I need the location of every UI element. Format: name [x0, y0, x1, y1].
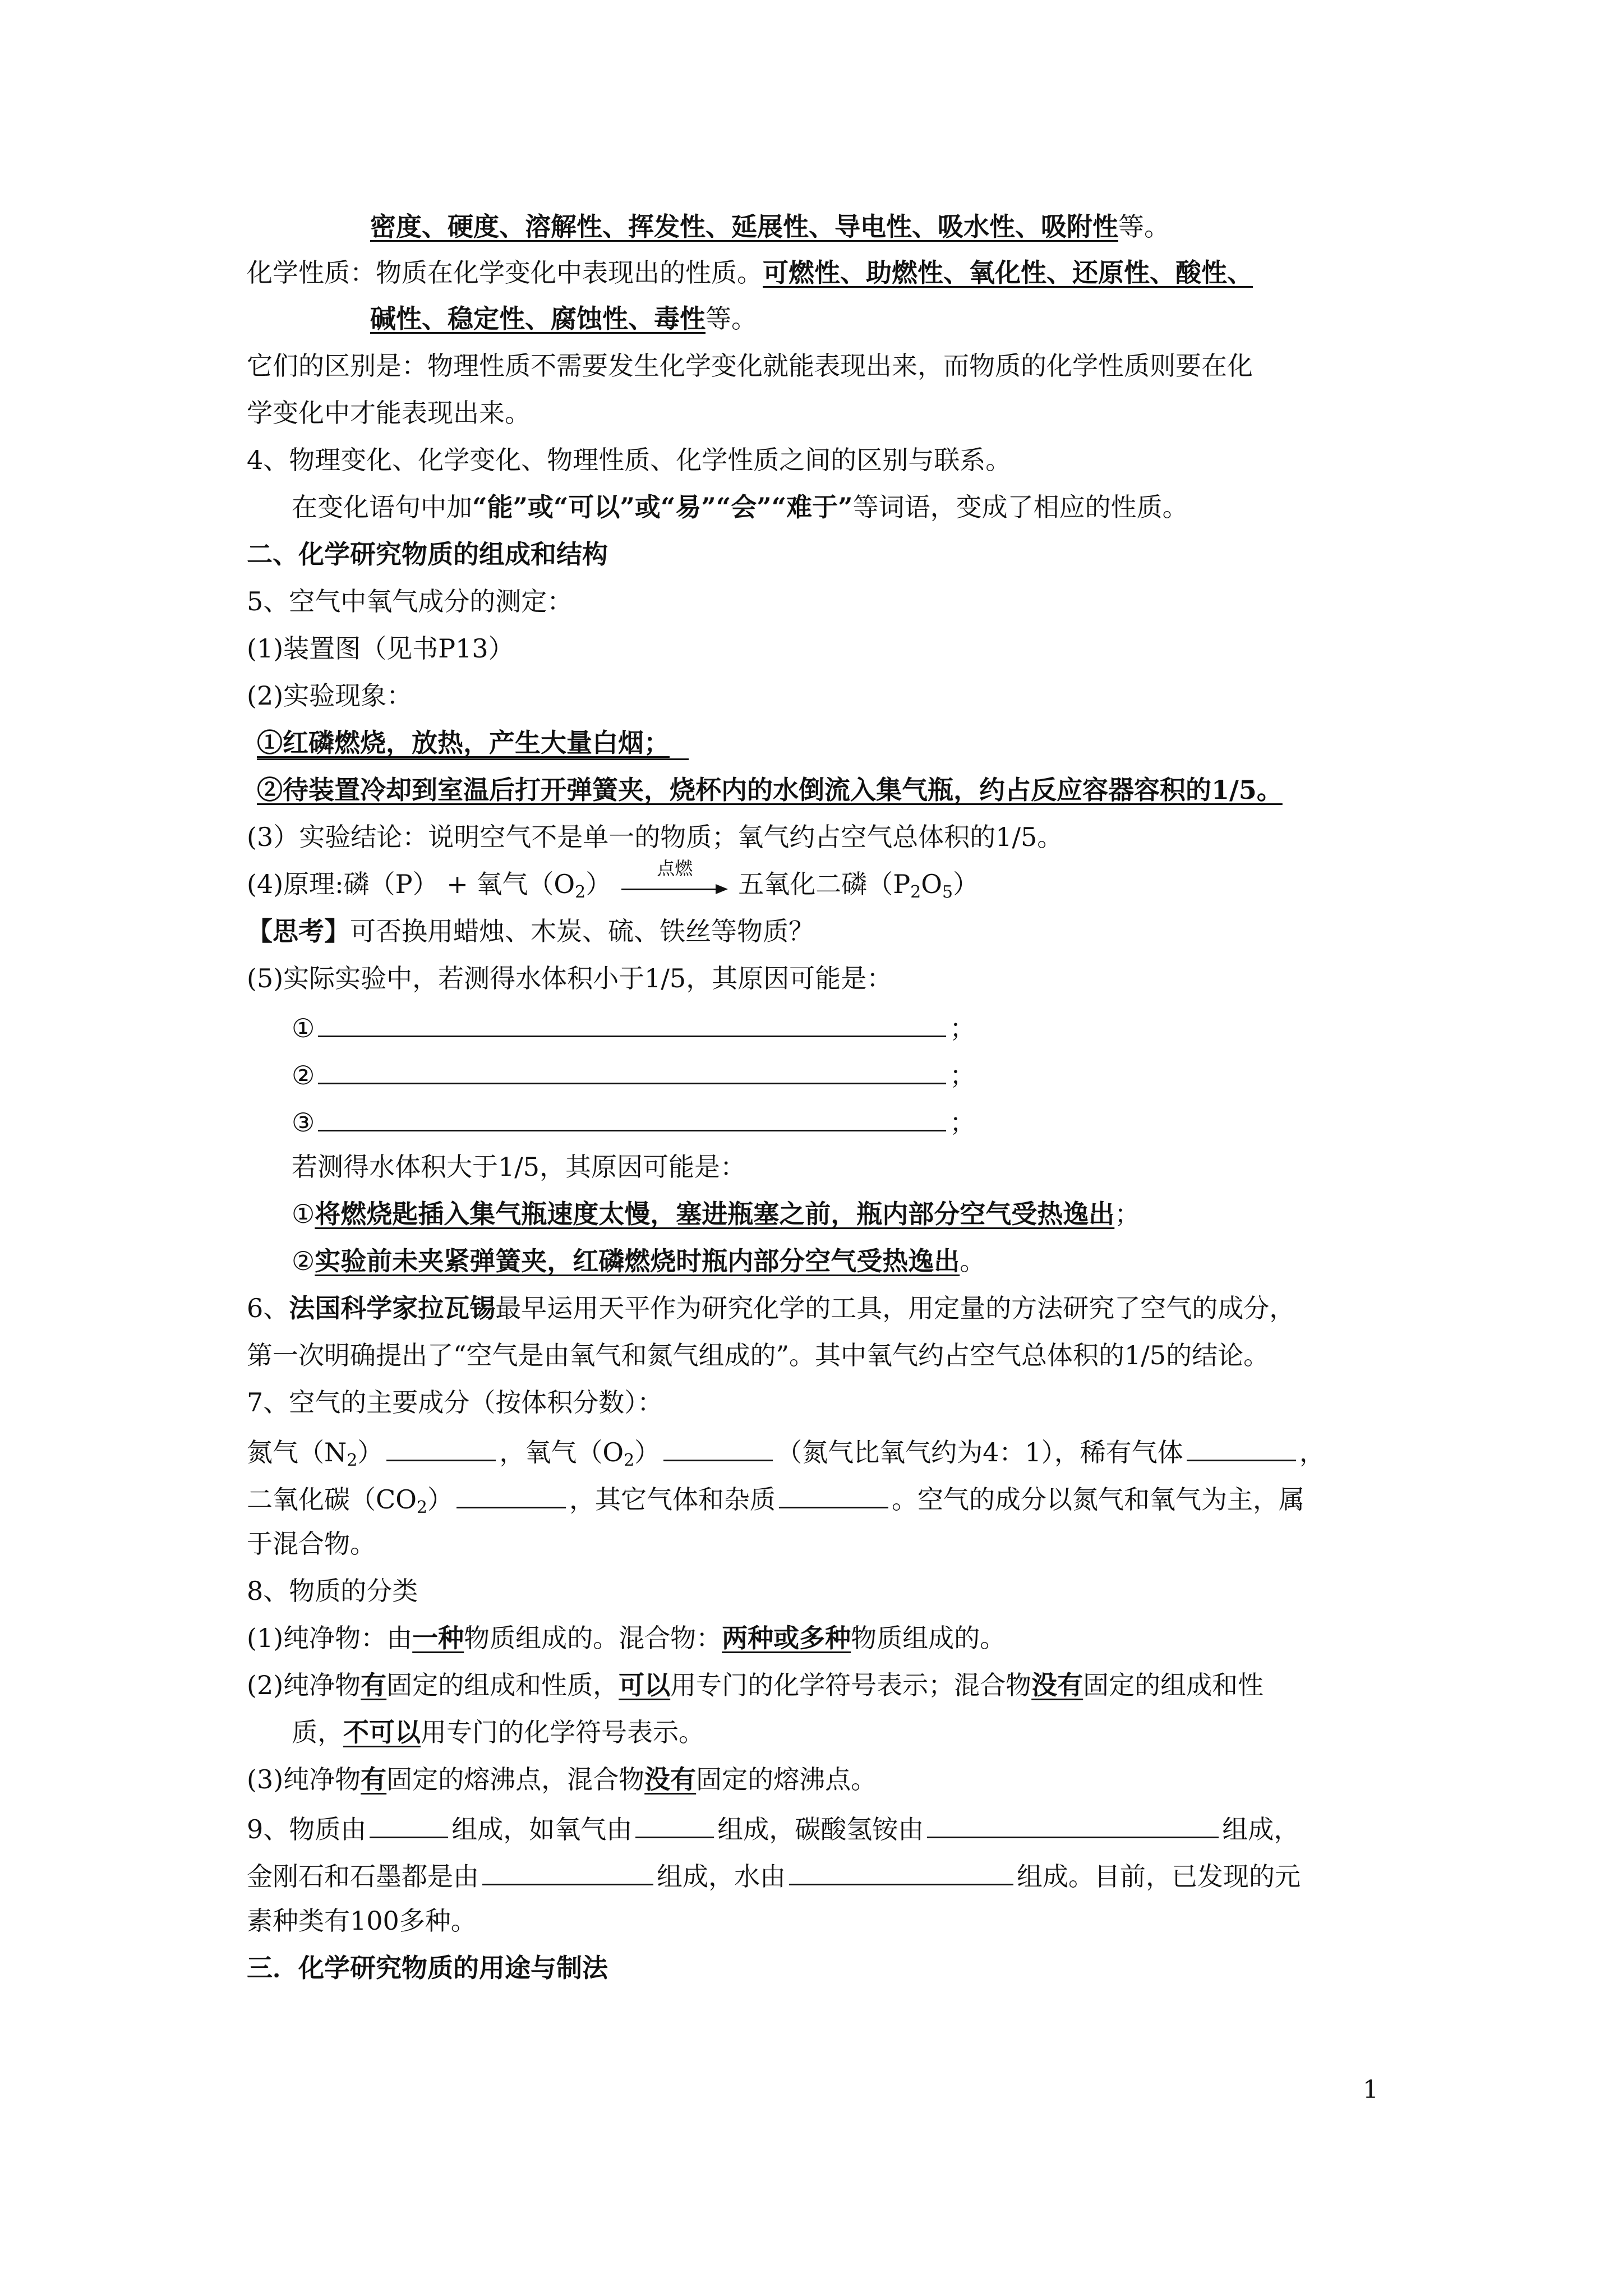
- reaction-equation: (4)原理:磷（P） + 氧气$(O_2)$ 点燃 五氧化二磷$(P_2O_5)$: [247, 858, 979, 902]
- item-5-2: (2)实验现象：: [247, 680, 413, 711]
- item-9-line-2: 金刚石和石墨都是由 组成，水由 组成。目前，已发现的元: [247, 1856, 1301, 1892]
- diamond-graphite-field[interactable]: [482, 1856, 653, 1885]
- item-6: 6、法国科学家拉瓦锡最早运用天平作为研究化学的工具，用定量的方法研究了空气的成分，: [247, 1293, 1295, 1323]
- section-heading-2: 二、化学研究物质的组成和结构: [247, 539, 608, 569]
- keyword-note: 在变化语句中加“能”或“可以”或“易”“会”“难于”等词语，变成了相应的性质。: [292, 492, 1188, 522]
- item-8-1: (1)纯净物：由一种物质组成的。混合物：两种或多种物质组成的。: [247, 1623, 1006, 1653]
- greater-reason-2: ②实验前未夹紧弹簧夹，红磷燃烧时瓶内部分空气受热逸出。: [292, 1246, 986, 1276]
- greater-reason-intro: 若测得水体积大于1/5，其原因可能是：: [292, 1152, 746, 1182]
- answer-blank-2: ② ；: [292, 1055, 975, 1091]
- noble-gas-field[interactable]: [1187, 1432, 1296, 1461]
- water-composition-field[interactable]: [789, 1856, 1013, 1885]
- think-question: 【思考】可否换用蜡烛、木炭、硫、铁丝等物质？: [247, 916, 814, 946]
- air-composition-line-2: 二氧化碳$(CO_2)$ ，其它气体和杂质 。空气的成分以氮气和氧气为主，属: [247, 1479, 1304, 1515]
- greater-reason-1: ①将燃烧匙插入集气瓶速度太慢，塞进瓶塞之前，瓶内部分空气受热逸出；: [292, 1199, 1141, 1229]
- item-8-2-cont: 质，不可以用专门的化学符号表示。: [292, 1717, 704, 1747]
- chemical-properties-line-2: 碱性、稳定性、腐蚀性、毒性等。: [370, 303, 757, 334]
- item-9-line-3: 素种类有100多种。: [247, 1906, 477, 1936]
- answer-field-2[interactable]: [318, 1055, 946, 1084]
- answer-blank-3: ③ ；: [292, 1102, 975, 1138]
- item-8-3: (3)纯净物有固定的熔沸点，混合物没有固定的熔沸点。: [247, 1764, 877, 1795]
- item-9: 9、物质由 组成，如氧气由 组成，碳酸氢铵由 组成，: [247, 1809, 1299, 1844]
- physical-properties-list: 密度、硬度、溶解性、挥发性、延展性、导电性、吸水性、吸附性等。: [370, 211, 1170, 242]
- difference-line-1: 它们的区别是：物理性质不需要发生化学变化就能表现出来，而物质的化学性质则要在化: [247, 351, 1253, 381]
- air-composition-line-3: 于混合物。: [247, 1529, 376, 1559]
- substance-field[interactable]: [370, 1809, 448, 1838]
- oxygen-composition-field[interactable]: [635, 1809, 714, 1838]
- ammonium-bicarbonate-field[interactable]: [927, 1809, 1219, 1838]
- phenomenon-1-underline: [257, 758, 689, 760]
- page-number: 1: [1363, 2076, 1378, 2104]
- phenomenon-1: ①红磷燃烧，放热，产生大量白烟；: [257, 728, 670, 758]
- answer-field-1[interactable]: [318, 1007, 946, 1037]
- chemical-properties-line: 化学性质：物质在化学变化中表现出的性质。可燃性、助燃性、氧化性、还原性、酸性、: [247, 257, 1253, 288]
- answer-blank-1: ① ；: [292, 1007, 975, 1043]
- co2-field[interactable]: [457, 1479, 566, 1508]
- nitrogen-field[interactable]: [386, 1432, 496, 1461]
- phenomenon-2: ②待装置冷却到室温后打开弹簧夹，烧杯内的水倒流入集气瓶，约占反应容器容积的1/5。: [257, 775, 1283, 805]
- answer-field-3[interactable]: [318, 1102, 946, 1131]
- reaction-arrow-icon: 点燃: [621, 875, 728, 898]
- section-heading-3: 三．化学研究物质的用途与制法: [247, 1953, 608, 1983]
- difference-line-2: 学变化中才能表现出来。: [247, 398, 531, 428]
- item-5: 5、空气中氧气成分的测定：: [247, 586, 573, 616]
- item-8: 8、物质的分类: [247, 1576, 418, 1606]
- item-8-2: (2)纯净物有固定的组成和性质，可以用专门的化学符号表示；混合物没有固定的组成和性: [247, 1670, 1264, 1700]
- other-gas-field[interactable]: [779, 1479, 888, 1508]
- oxygen-field[interactable]: [663, 1432, 773, 1461]
- item-5-1: (1)装置图（见书P13）: [247, 633, 514, 664]
- item-6-line-2: 第一次明确提出了“空气是由氧气和氮气组成的”。其中氧气约占空气总体积的1/5的结论。: [247, 1340, 1270, 1370]
- item-5-5: (5)实际实验中，若测得水体积小于1/5，其原因可能是：: [247, 963, 893, 993]
- item-7: 7、空气的主要成分（按体积分数）：: [247, 1387, 663, 1418]
- item-4: 4、物理变化、化学变化、物理性质、化学性质之间的区别与联系。: [247, 445, 1012, 475]
- air-composition-line-1: 氮气$(N_2)$ ，氧气$(O_2)$ （氮气比氧气约为4：1），稀有气体 ，: [247, 1432, 1325, 1467]
- item-5-3: (3）实验结论：说明空气不是单一的物质；氧气约占空气总体积的1/5。: [247, 822, 1063, 852]
